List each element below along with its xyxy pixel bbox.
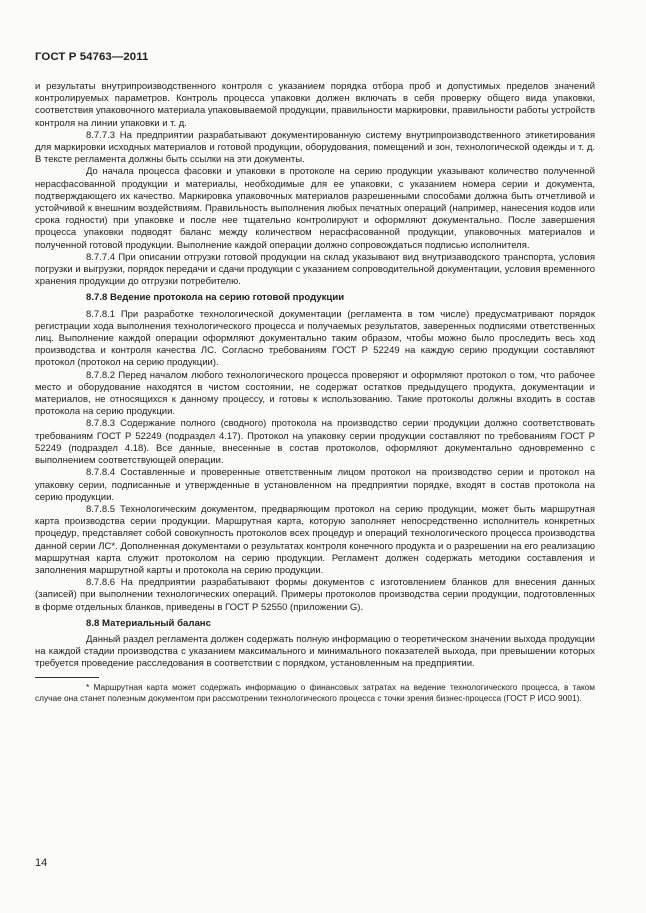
section-heading: 8.7.8 Ведение протокола на серию готовой продукции: [86, 292, 345, 304]
footnote-divider: [35, 677, 99, 678]
paragraph: 8.7.7.4 При описании отгрузки готовой продукции на склад указывают вид внутризаводского транспорта, условия погрузки и выгрузки, порядок передачи и сдачи продукции с указанием сопроводительной документации, условия временного хранения продукции до отгрузки потребителю.: [35, 251, 595, 288]
paragraph: 8.7.7.3 На предприятии разрабатывают документированную систему внутрипроизводственного этикетирования для маркировки исходных материалов и готовой продукции, оборудования, помещений и зон, технологической одежды и т. д. В тексте регламента должны быть ссылки на эти документы.: [35, 129, 595, 166]
page-header-standard-id: ГОСТ Р 54763—2011: [35, 51, 149, 63]
paragraph: и результаты внутрипроизводственного контроля с указанием порядка отбора проб и допустимых пределов значений контролируемых параметров. Контроль процесса упаковки должен включать в себя проверку общего вида упаковки, соответствия упаковочного материала упаковываемой продукции, правильности маркировки, правильности работы устройств контроля на линии упаковки и т. д.: [35, 81, 595, 129]
page-content: [35, 81, 595, 704]
paragraph: 8.7.8.2 Перед началом любого технологического процесса проверяют и оформляют протокол о том, что рабочее место и оборудование находятся в чистом состоянии, не содержат остатков предыдущего продукта, документации и материалов, не относящихся к данному процессу, и готовы к использованию. Такие протоколы должны входить в состав протокола на серию продукции.: [35, 369, 595, 418]
paragraph: 8.7.8.4 Составленные и проверенные ответственным лицом протокол на производство серии и протокол на упаковку серии, подписанные и утвержденные в установленном на предприятии порядке, входят в состав протокола на серию продукции.: [35, 467, 595, 503]
paragraph: 8.7.8.3 Содержание полного (сводного) протокола на производство серии продукции должно соответствовать требованиям ГОСТ Р 52249 (подраздел 4.17). Протокол на упаковку серии продукции составляют по требованиям ГОСТ Р 52249 (подраздел 4.18). Все данные, внесенные в состав протоколов, оформляют документально одновременно с выполнением соответствующей операции.: [35, 418, 595, 467]
footnote: * Маршрутная карта может содержать информацию о финансовых затратах на ведение технологического процесса, в таком случае она станет полезным документом при рассмотрении технологического процесса с точки зрения бизнес-процесса (ГОСТ Р ИСО 9001).: [35, 681, 595, 703]
paragraph: 8.7.8.6 На предприятии разрабатывают формы документов с изготовлением бланков для внесения данных (записей) при выполнении технологических операций. Примеры протоколов производства серии продукции, подготовленных в форме отдельных бланков, приведены в ГОСТ Р 52550 (приложении G).: [35, 577, 595, 613]
page-number: 14: [35, 857, 48, 869]
paragraph: 8.7.8.1 При разработке технологической документации (регламента в том числе) предусматривают порядок регистрации хода выполнения технологического процесса и получаемых результатов, заверенных подписями ответственных лиц. Выполнение каждой операции оформляют документально таким образом, чтобы можно было проследить весь ход производства и контроля качества ЛС. Согласно требованиям ГОСТ Р 52249 на каждую серию продукции составляют протокол (протокол на серию продукции).: [35, 308, 595, 369]
paragraph: До начала процесса фасовки и упаковки в протоколе на серию продукции указывают количество полученной нерасфасованной продукции и материалы, необходимые для ее упаковки, с указанием номера серии и документа, подтверждающего их качество. Маркировка упаковочных материалов разрешенными способами должна быть отчетливой и устойчивой к внешним воздействиям. Правильность выполнения любых печатных операций (например, нанесения кодов или срока годности) при упаковке и после нее тщательно контролируют и оформляют документально. После завершения процесса упаковки подводят баланс между количеством нерасфасованной продукции, упаковочных материалов и полученной готовой продукции. Выполнение каждой операции должно сопровождаться подписью исполнителя.: [35, 166, 595, 251]
section-heading: 8.8 Материальный баланс: [86, 617, 211, 629]
paragraph: Данный раздел регламента должен содержать полную информацию о теоретическом значении выхода продукции на каждой стадии производства с указанием максимального и минимального показателей выхода, при превышении которых требуется проведение расследования в соответствии с порядком, установленным на предприятии.: [35, 633, 595, 670]
paragraph: 8.7.8.5 Технологическим документом, предваряющим протокол на серию продукции, может быть маршрутная карта производства серии продукции. Маршрутная карта, которую заполняет непосредственно исполнитель конкретных процедур, представляет собой совокупность протоколов всех процедур и операций технологического процесса производства данной серии ЛС*. Дополненная документами о результатах контроля конечного продукта и о разрешении на его реализацию маршрутная карта служит протоколом на серию продукции. Регламент должен содержать методики составления и заполнения маршрутной карты и протокола на серию продукции.: [35, 503, 595, 576]
